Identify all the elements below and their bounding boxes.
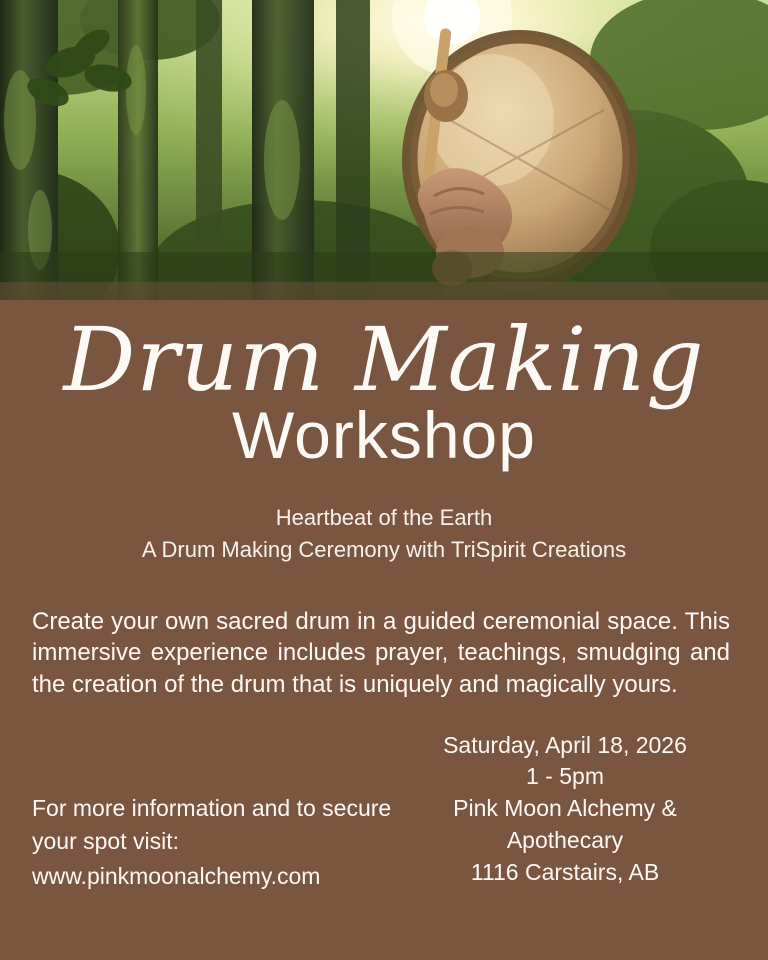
lower-section bbox=[32, 730, 736, 910]
poster-body bbox=[0, 308, 768, 960]
page-title-block: Workshop bbox=[232, 398, 536, 473]
venue-name-line-1: Pink Moon Alchemy & bbox=[453, 795, 677, 822]
hero-photo bbox=[0, 0, 768, 300]
tagline-line-2: A Drum Making Ceremony with TriSpirit Creations bbox=[141, 537, 627, 563]
hand-drum-in-sunlit-forest-illustration bbox=[0, 0, 768, 300]
venue-address: 1116 Carstairs, AB bbox=[470, 858, 660, 885]
event-date: Saturday, April 18, 2026 bbox=[443, 731, 687, 758]
page-title-script: Drum Making bbox=[63, 308, 705, 411]
event-details bbox=[400, 730, 730, 889]
contact-instruction: For more information and to secure your spot visit: bbox=[32, 794, 392, 855]
contact-block bbox=[32, 792, 422, 894]
website-link[interactable]: www.pinkmoonalchemy.com bbox=[32, 863, 321, 890]
description-text: Create your own sacred drum in a guided ceremonial space. This immersive experience includes prayer, teachings, smudging and the creation of the drum that is uniquely and magically yours. bbox=[32, 608, 730, 698]
tagline bbox=[32, 502, 736, 566]
event-time: 1 - 5pm bbox=[526, 763, 604, 790]
venue-name-line-2: Apothecary bbox=[506, 826, 624, 853]
tagline-line-1: Heartbeat of the Earth bbox=[275, 505, 493, 531]
